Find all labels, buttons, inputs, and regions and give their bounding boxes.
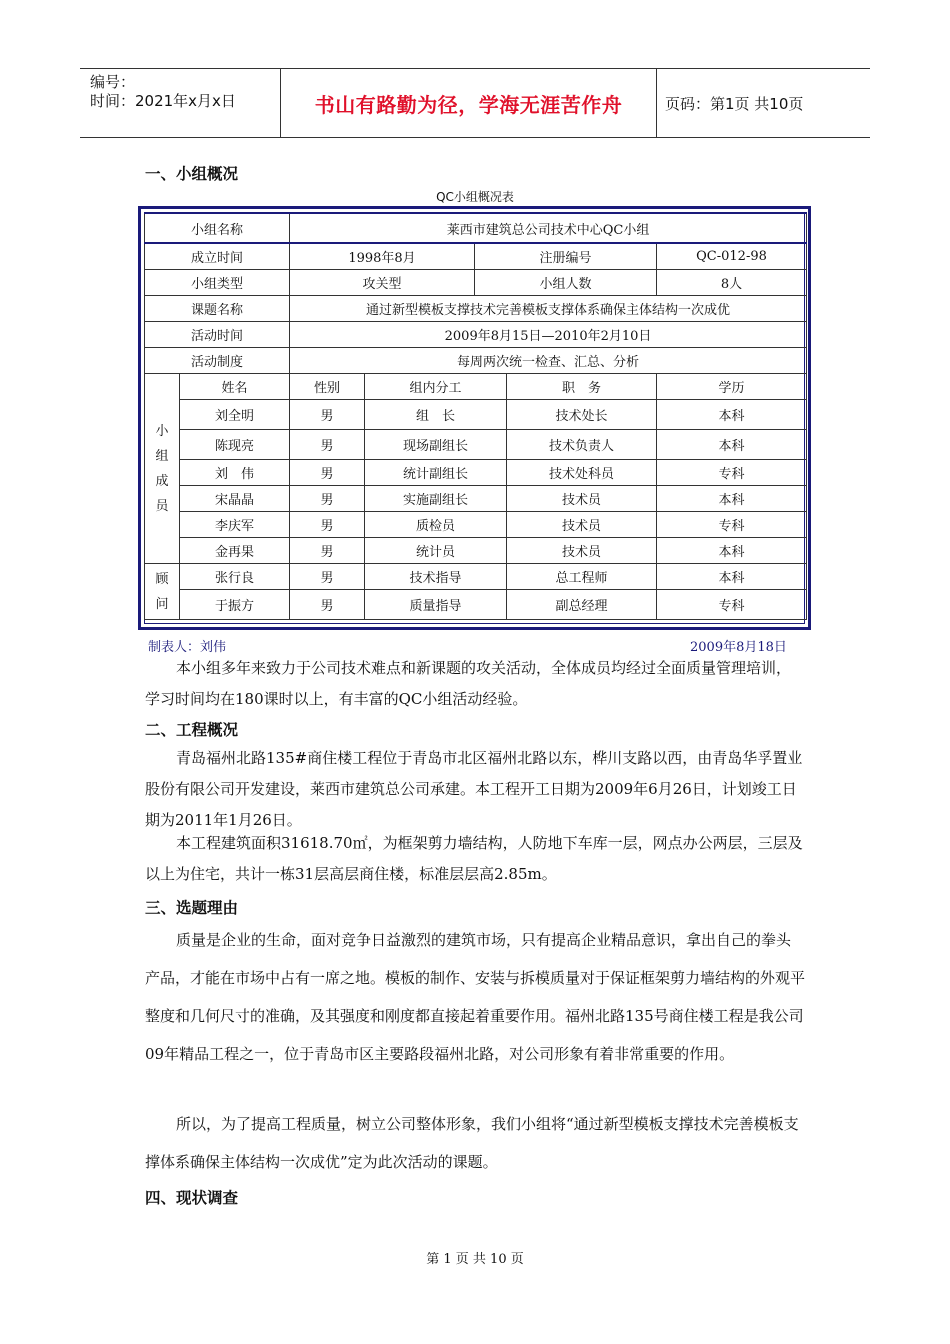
header-slogan: 书山有路勤为径，学海无涯苦作舟 (280, 69, 657, 137)
topic-cell: 通过新型模板支撑技术完善模板支撑体系确保主体结构一次成优 (290, 296, 807, 322)
type-cell: 攻关型 (290, 270, 475, 296)
paragraph-1: 本小组多年来致力于公司技术难点和新课题的攻关活动，全体成员均经过全面质量管理培训，学习时间均在180课时以上，有丰富的QC小组活动经验。 (145, 659, 792, 708)
reg-cell: QC-012-98 (657, 243, 807, 270)
count-cell: 8人 (657, 270, 807, 296)
label-cell: 小组类型 (145, 270, 290, 296)
header-number: 编号： (90, 73, 136, 91)
label-cell: 成立时间 (145, 243, 290, 270)
table-row: 于振方 男 质量指导 副总经理 专科 (145, 590, 807, 620)
column-header: 学历 (657, 374, 807, 400)
header-time: 时间：2021年x月x日 (90, 92, 236, 110)
table-row (145, 322, 807, 348)
members-side-label: 小 组 成 员 (145, 374, 180, 564)
table-row: 李庆军 男 质检员 技术员 专科 (145, 512, 807, 538)
column-header: 姓名 (180, 374, 290, 400)
page-footer: 第 1 页 共 10 页 (426, 1252, 524, 1267)
table-row (145, 296, 807, 322)
section-title-4: 四、现状调查 (145, 1189, 239, 1207)
table-row (145, 270, 807, 296)
period-cell: 2009年8月15日—2010年2月10日 (290, 322, 807, 348)
paragraph-3: 本工程建筑面积31618.70㎡，为框架剪力墙结构，人防地下车库一层，网点办公两层，三层及以上为住宅，共计一栋31层高层商住楼，标准层层高2.85m。 (145, 834, 803, 883)
table-header-row (145, 374, 807, 400)
paragraph-4: 质量是企业的生命，面对竞争日益激烈的建筑市场，只有提高企业精品意识，拿出自己的拳头产品，才能在市场中占有一席之地。模板的制作、安装与拆模质量对于保证框架剪力墙结构的外观平整度和几何尺寸的准确，及其强度和刚度都直接起着重要作用。福州北路135号商住楼工程是我公司09年精品工程之一，位于青岛市区主要路段福州北路，对公司形象有着非常重要的作用。 (145, 931, 806, 1063)
label-cell: 课题名称 (145, 296, 290, 322)
table-row (145, 213, 807, 243)
column-header: 组内分工 (365, 374, 507, 400)
table-maker: 制表人：刘伟 (148, 640, 227, 655)
table-row: 顾 问 张行良 男 技术指导 总工程师 本科 (145, 564, 807, 590)
section-title-2: 二、工程概况 (145, 721, 239, 739)
table-row: 金再果 男 统计员 技术员 本科 (145, 538, 807, 564)
table-row: 刘全明 男 组 长 技术处长 本科 (145, 400, 807, 430)
label-cell: 小组名称 (145, 213, 290, 243)
label-cell: 注册编号 (475, 243, 657, 270)
table-row (145, 243, 807, 270)
header-meta (80, 69, 280, 137)
column-header: 性别 (290, 374, 365, 400)
header-page: 页码：第1页 共10页 (665, 94, 804, 113)
table-row (145, 348, 807, 374)
table-caption: QC小组概况表 (436, 190, 514, 204)
section-title-1: 一、小组概况 (145, 165, 239, 183)
system-cell: 每周两次统一检查、汇总、分析 (290, 348, 807, 374)
label-cell: 活动时间 (145, 322, 290, 348)
section-title-3: 三、选题理由 (145, 899, 239, 917)
paragraph-5: 所以，为了提高工程质量，树立公司整体形象，我们小组将“通过新型模板支撑技术完善模板支撑体系确保主体结构一次成优”定为此次活动的课题。 (145, 1115, 799, 1171)
label-cell: 活动制度 (145, 348, 290, 374)
qc-group-table (144, 212, 807, 620)
page-header (80, 68, 870, 138)
table-date: 2009年8月18日 (690, 640, 787, 655)
group-name-cell: 莱西市建筑总公司技术中心QC小组 (290, 213, 807, 243)
founded-cell: 1998年8月 (290, 243, 475, 270)
table-row: 宋晶晶 男 实施副组长 技术员 本科 (145, 486, 807, 512)
column-header: 职 务 (507, 374, 657, 400)
table-row: 陈现亮 男 现场副组长 技术负责人 本科 (145, 430, 807, 460)
table-row: 刘 伟 男 统计副组长 技术处科员 专科 (145, 460, 807, 486)
paragraph-2: 青岛福州北路135#商住楼工程位于青岛市北区福州北路以东，桦川支路以西，由青岛华孚置业股份有限公司开发建设，莱西市建筑总公司承建。本工程开工日期为2009年6月26日，计划竣工日期为2011年1月26日。 (145, 749, 803, 829)
advisors-side-label: 顾 问 (145, 564, 180, 620)
label-cell: 小组人数 (475, 270, 657, 296)
